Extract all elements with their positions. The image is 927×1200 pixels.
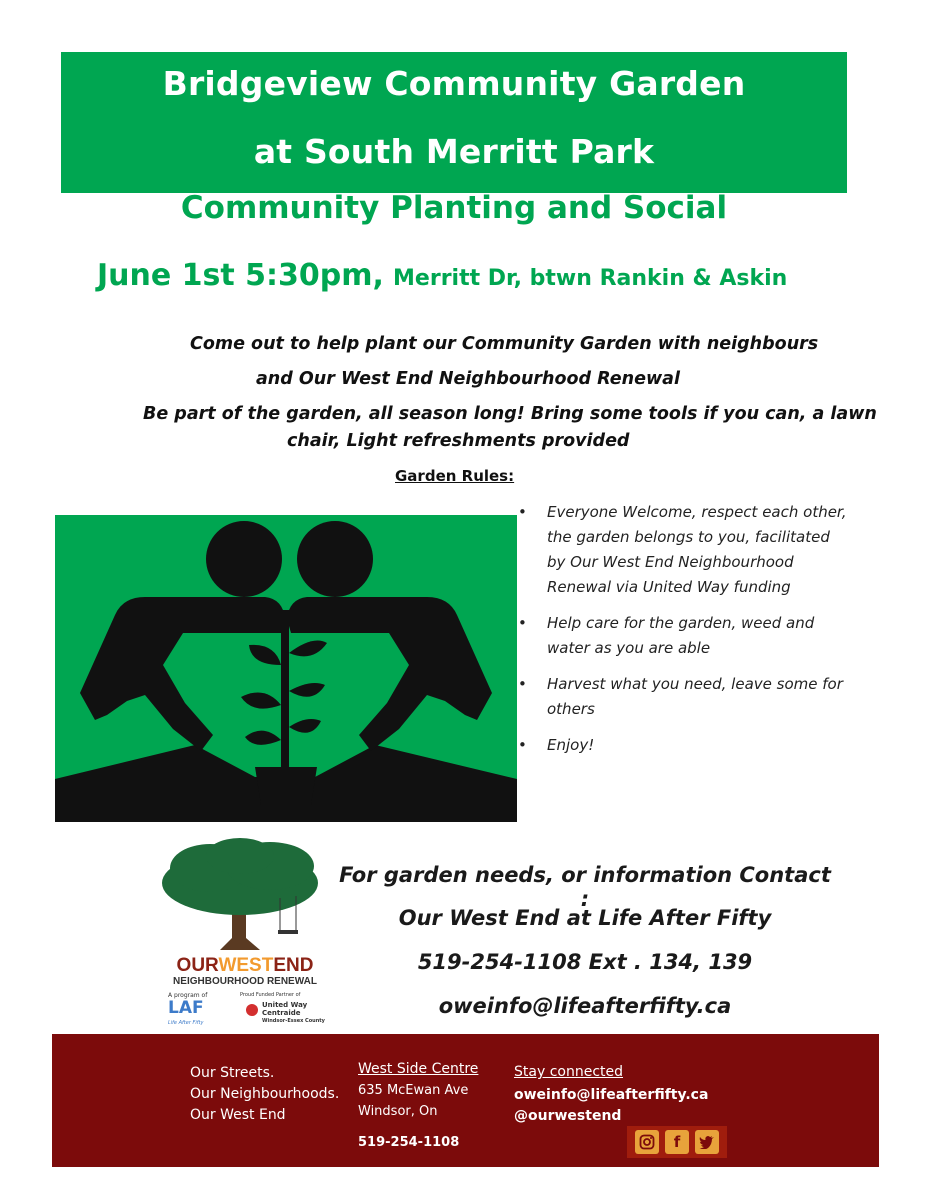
facebook-icon[interactable]: f: [665, 1130, 689, 1154]
bullet-icon: •: [518, 736, 527, 754]
garden-rules-list: [518, 500, 848, 769]
contact-email[interactable]: oweinfo@lifeafterfifty.ca: [438, 994, 732, 1018]
garden-rules-title: Garden Rules:: [395, 467, 515, 485]
social-icons: [627, 1126, 727, 1158]
partner-label: Proud Funded Partner of: [240, 992, 301, 998]
laf-sub: Life After Fifty: [168, 1020, 204, 1026]
title-line-2: at South Merritt Park: [253, 132, 655, 171]
twitter-icon[interactable]: [695, 1130, 719, 1154]
stay-connected-link[interactable]: Stay connected: [514, 1064, 623, 1080]
program-of: A program of: [168, 992, 208, 999]
logo-wordmark: OURWESTEND: [176, 955, 314, 976]
contact-line-3: 519-254-1108 Ext . 134, 139: [417, 950, 753, 974]
rule-item: • Everyone Welcome, respect each other, the garden belongs to you, facilitated by Our West End Neighbourhood Renewal via United Way funding: [518, 500, 848, 600]
tree-icon: [150, 838, 340, 956]
bullet-icon: •: [518, 503, 527, 521]
title-line-1: Bridgeview Community Garden: [162, 64, 746, 103]
bullet-icon: •: [518, 675, 527, 693]
event-date-time: June 1st 5:30pm,: [97, 258, 384, 293]
footer-address: West Side Centre 635 McEwan Ave Windsor, On 519-254-1108: [358, 1061, 479, 1150]
planting-illustration: [55, 515, 517, 822]
footer-motto: Our Streets. Our Neighbourhoods. Our West End: [190, 1065, 340, 1123]
plant-pot: [255, 767, 317, 805]
intro-line-3: Be part of the garden, all season long! Bring some tools if you can, a lawn: [143, 404, 877, 424]
rule-item: • Harvest what you need, leave some for others: [518, 672, 848, 722]
intro-line-4: chair, Light refreshments provided: [287, 431, 630, 451]
logo-tagline: NEIGHBOURHOOD RENEWAL: [173, 976, 317, 987]
contact-line-2: Our West End at Life After Fifty: [398, 906, 772, 930]
bullet-icon: •: [518, 614, 527, 632]
footer-email[interactable]: oweinfo@lifeafterfifty.ca: [514, 1087, 709, 1103]
subtitle: Community Planting and Social: [180, 190, 728, 226]
plant-stem: [281, 610, 289, 770]
laf-logo: LAF: [168, 998, 204, 1018]
footer-social: [514, 1063, 708, 1126]
instagram-icon[interactable]: [635, 1130, 659, 1154]
event-location: Merritt Dr, btwn Rankin & Askin: [393, 266, 788, 291]
west-side-centre-link[interactable]: West Side Centre: [358, 1061, 479, 1077]
left-person-head: [206, 521, 282, 597]
contact-line-1: For garden needs, or information Contact :: [339, 863, 831, 911]
footer-handle[interactable]: @ourwestend: [514, 1108, 622, 1124]
intro-line-2: and Our West End Neighbourhood Renewal: [256, 369, 680, 389]
footer-phone: 519-254-1108: [358, 1135, 460, 1150]
united-way-text: United Way Centraide Windsor-Essex County: [262, 1001, 325, 1024]
ourwestend-logo: [150, 838, 340, 1033]
rule-item: • Help care for the garden, weed and water as you are able: [518, 611, 848, 661]
right-person-head: [297, 521, 373, 597]
rule-item: • Enjoy!: [518, 733, 848, 758]
event-details: [97, 258, 787, 293]
intro-line-1: Come out to help plant our Community Garden with neighbours: [190, 334, 819, 354]
united-way-icon: [246, 1004, 258, 1016]
